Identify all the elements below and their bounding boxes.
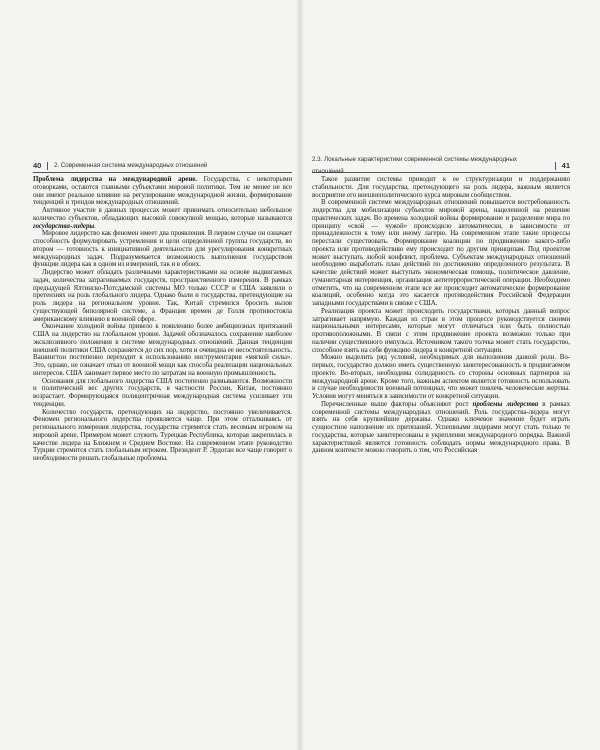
running-head-title-left: 2. Современная система международных отношений	[53, 162, 208, 169]
section-lead: Проблема лидерства на международной арене.	[33, 175, 197, 183]
key-term: государства-лидеры	[33, 221, 95, 230]
paragraph-text: .	[94, 221, 96, 230]
paragraph: Количество государств, претендующих на лидерство, постоянно увеличивается. Феномен регионального лидерства проявляется чаще. При этом отталкиваясь от регионального измерения лидерства, государства стремятся стать весомым игроком на мировой арене. Примером может служить Турецкая Республика, которая закрепилась в качестве лидера на Ближнем и Среднем Востоке. На современном этапе руководство Турции стремится стать глобальным игроком. Президент Р. Эрдоган все чаще говорит о необходимости решать глобальные проблемы.	[33, 407, 292, 462]
running-head-title-right: 2.3. Локальные характеристики современной системы международных отношений	[312, 156, 518, 175]
paragraph: В современной системе международных отношений повышается востребованность лидерства для мобилизации субъектов мировой арены, нацеленной на решение практических задач. Во времена холодной войны формирование и разделение мира по принципу «свой — чужой» происходило автоматически, в зависимости от принадлежности к тому или иному лагерю. На современном этапе такие процессы перестали существовать. Формирование коалиции по продвижению какого-либо проекта или противодействию ему происходит по другим принципам. Под проектом может выступать любой конфликт, проблема. Субъектам международных отношений необходимо выработать план действий по достижению определенного результата. В качестве действий может выступать экономическая помощь, политическое давление, гуманитарная интервенция, организация антитеррористической операции. Необходимо отметить, что на современном этапе все же происходит автоматическое формирование коалиций, особенно когда это касается противодействия Российской Федерации западными государствами в связке с США.	[312, 198, 570, 307]
paragraph: Такое развитие системы приводит к ее структуризации и поддержанию стабильности. Для государства, претендующего на роль лидера, важным является восприятие его внешнеполитического курса мировым сообществом.	[312, 175, 570, 199]
paragraph: Мировое лидерство как феномен имеет два проявления. В первом случае он означает способность формулировать устремления и цели определенной группы государств, во втором — готовность к инициативной деятельности для урегулирования конкретных международных задач. Подразумевается возможность выполнения государством функции лидера как в одном из измерений, так и в обоих.	[33, 229, 292, 269]
paragraph: Окончание холодной войны привело к появлению более амбициозных притязаний США на лидерство на глобальном уровне. Задачей обозначалось сохранение наиболее эксклюзивного положения в системе международных отношений. Данная тенденция внешней политики США сохраняется до сих пор, хотя и очевидна ее несостоятельность. Вашингтон постепенно переходит к использованию инструментария «мягкой силы». Это, однако, не означает отказ от военной мощи как способа реализации национальных интересов. США занимает первое место по затратам на военную промышленность.	[33, 322, 292, 377]
page-number-right: 41	[561, 161, 570, 170]
paragraph	[312, 401, 570, 455]
key-term: проблемы лидерства	[472, 399, 539, 408]
paragraph: Основания для глобального лидерства США постепенно размываются. Возможности и политический вес других государств, в частности России, Китая, постоянно возрастает. Формирующаяся полицентричная международная система усиливает эти тенденции.	[33, 376, 292, 408]
paragraph	[33, 176, 292, 207]
page-number-left: 40	[33, 161, 42, 170]
paragraph-text: в рамках современной системы международных отношений. Роль государства-лидера могут взять на себя крупнейшие державы. Однако ключевое значение будет играть сущностное наполнение их притязаний. Успешными лидерами могут стать только те государства, которые заинтересованы в укреплении международного порядка. Важной характеристикой является готовность соблюдать нормы международного права. В данном контексте можно говорить о том, что Российская	[312, 399, 570, 455]
paragraph: Реализация проекта может происходить государствами, которых данный вопрос затрагивает напрямую. Каждая из стран в этом процессе руководствуется своими национальными интересами, которые могут отличаться или быть полностью противоположными. В связи с этим продвижение проекта возможно только при наличии существенного импульса. Источником такого толчка может стать государство, способное взять на себя функцию лидера в конкретной ситуации.	[312, 306, 570, 354]
paragraph-text: Активное участие в данных процессах может принимать относительно небольшое количество субъектов, обладающих высокой совокупной мощью, которые называются	[33, 206, 292, 222]
paragraph: Лидерство может обладать различными характеристиками на основе выдвигаемых задач, количества затрагиваемых государств, пространственного измерения. В рамках предыдущей Ялтинско-Потсдамской системы МО только СССР и США заявляли о претензиях на роль глобального лидера. Однако были и государства, претендующие на роль лидера на региональном уровне. Так, Китай стремился бросить вызов существующей биполярной системе, а Франция времен де Голля противостояла американскому влиянию в военной сфере.	[33, 268, 292, 323]
paragraph-text: Перечисленные выше факторы объясняют рост	[321, 399, 473, 408]
right-page	[300, 0, 600, 750]
paragraph	[33, 207, 292, 230]
paragraph: Можно выделить ряд условий, необходимых для выполнения данной роли. Во-первых, государство должно иметь существенную заинтересованность в продвигаемом проекте. Во-вторых, необходима солидарность со стороны основных партнеров на международной арене. Кроме того, важным аспектом является готовность использовать в случае необходимости военный потенциал, что может повлечь человеческие жертвы. Условия могут меняться в зависимости от конкретной ситуации.	[312, 353, 570, 400]
paragraph-text: Государства, с некоторыми оговорками, остаются главными субъектами мировой политики. Тем не менее не все они имеют реальное влияние на регулирование международной жизни, формирование тенденций и трендов международных отношений.	[33, 175, 292, 207]
